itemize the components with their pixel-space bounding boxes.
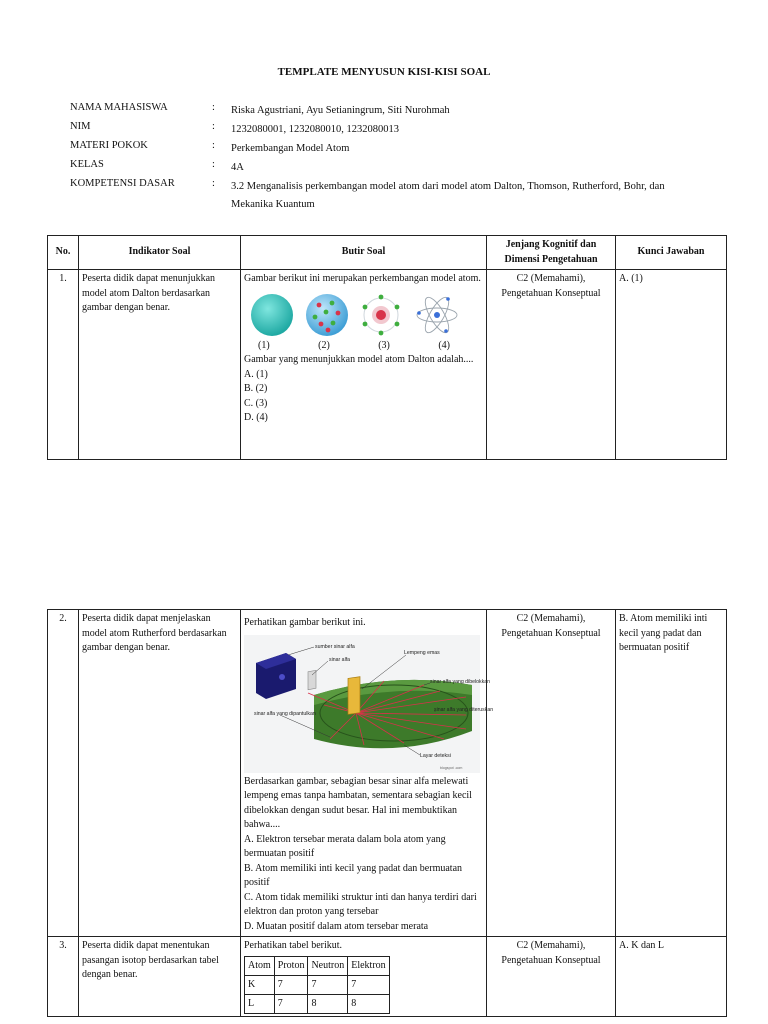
option-c: C. (3) [244, 397, 268, 409]
identity-colon: : [212, 140, 215, 151]
question-stem: Perhatikan gambar berikut ini. [244, 617, 366, 628]
isotope-header: Neutron [308, 956, 348, 975]
option-c: C. Atom tidak memiliki struktur inti dan hanya terdiri dari elektron dan proton yang tersebar [244, 891, 477, 917]
atom-label: (3) [378, 339, 390, 351]
identity-colon: : [212, 102, 215, 113]
identity-label: NIM [70, 121, 91, 132]
option-b: B. (2) [244, 383, 268, 394]
row-kunci: A. (1) [616, 270, 727, 460]
identity-label: KOMPETENSI DASAR [70, 178, 175, 189]
header-indikator: Indikator Soal [79, 236, 241, 270]
header-no: No. [48, 236, 79, 270]
rutherford-experiment-image [244, 635, 494, 773]
atom-labels [258, 339, 450, 354]
isotope-cell: 8 [308, 994, 348, 1013]
isotope-cell: 8 [348, 994, 389, 1013]
isotope-cell: 7 [274, 975, 308, 994]
isotope-cell: K [245, 975, 275, 994]
isotope-cell: 7 [348, 975, 389, 994]
identity-colon: : [212, 178, 215, 189]
row-kunci: B. Atom memiliki inti kecil yang padat dan bermuatan positif [616, 610, 727, 937]
identity-label: MATERI POKOK [70, 140, 148, 151]
isotope-header: Atom [245, 956, 275, 975]
table-header-row [48, 236, 727, 270]
row-butir [241, 270, 487, 460]
figure-label: sinar alfa yang dipantulkan [254, 710, 316, 717]
figure-label: sinar alfa yang diteruskan [434, 706, 494, 713]
dalton-model-icon [250, 293, 294, 337]
question-text: Berdasarkan gambar, sebagian besar sinar alfa melewati lempeng emas tanpa hambatan, sementara sebagian kecil dibelokkan dengan sudut besar. Hal ini membuktikan bahwa.... [244, 775, 472, 830]
row-butir [241, 937, 487, 1017]
identity-value: Riska Agustriani, Ayu Setianingrum, Siti Nurohmah [231, 105, 450, 116]
identity-colon: : [212, 159, 215, 170]
header-butir: Butir Soal [241, 236, 487, 270]
isotope-cell: 7 [308, 975, 348, 994]
row-indikator: Peserta didik dapat menentukan pasangan isotop berdasarkan tabel dengan benar. [79, 937, 241, 1017]
header-jenjang: Jenjang Kognitif dan Dimensi Pengetahuan [487, 236, 616, 270]
option-a: A. Elektron tersebar merata dalam bola atom yang bermuatan positif [244, 833, 446, 859]
isotope-header: Elektron [348, 956, 389, 975]
row-indikator: Peserta didik dapat menjelaskan model atom Rutherford berdasarkan gambar dengan benar. [79, 610, 241, 937]
identity-value: 1232080001, 1232080010, 1232080013 [231, 124, 399, 135]
identity-label: NAMA MAHASISWA [70, 102, 168, 113]
quantum-model-icon [414, 293, 460, 337]
table-row [48, 610, 727, 937]
figure-label: blogspot .com [440, 765, 463, 770]
isotope-row [245, 994, 390, 1013]
figure-label: sinar alfa yang dibelokkan [430, 678, 490, 685]
question-stem: Perhatikan tabel berikut. [244, 940, 343, 951]
isotope-header-row [245, 956, 390, 975]
kisi-kisi-table-continued [47, 609, 727, 1017]
figure-label: sumber sinar alfa [315, 643, 355, 650]
identity-label: KELAS [70, 159, 104, 170]
row-jenjang: C2 (Memahami), Pengetahuan Konseptual [487, 937, 616, 1017]
isotope-header: Proton [274, 956, 308, 975]
row-number: 2. [48, 610, 79, 937]
atom-label: (1) [258, 339, 270, 351]
isotope-table [244, 956, 390, 1014]
atom-label: (2) [318, 339, 330, 351]
isotope-cell: 7 [274, 994, 308, 1013]
page-title: TEMPLATE MENYUSUN KISI-KISI SOAL [277, 66, 491, 78]
question-stem: Gambar berikut ini merupakan perkembangan model atom. [244, 273, 481, 284]
option-d: D. Muatan positif dalam atom tersebar merata [244, 920, 429, 932]
table-row [48, 937, 727, 1017]
isotope-row [245, 975, 390, 994]
identity-colon: : [212, 121, 215, 132]
option-a: A. (1) [244, 368, 268, 380]
isotope-cell: L [245, 994, 275, 1013]
option-d: D. (4) [244, 412, 268, 423]
identity-value: 4A [231, 162, 244, 173]
row-jenjang: C2 (Memahami), Pengetahuan Konseptual [487, 270, 616, 460]
atom-label: (4) [438, 339, 450, 351]
figure-label: Lempeng emas [404, 649, 440, 656]
thomson-model-icon [305, 293, 349, 337]
identity-value: Perkembangan Model Atom [231, 143, 350, 154]
row-indikator: Peserta didik dapat menunjukkan model atom Dalton berdasarkan gambar dengan benar. [79, 270, 241, 460]
header-kunci: Kunci Jawaban [616, 236, 727, 270]
option-b: B. Atom memiliki inti kecil yang padat dan bermuatan positif [244, 862, 463, 888]
row-kunci: A. K dan L [616, 937, 727, 1017]
figure-label: sinar alfa [329, 656, 351, 663]
identity-value: 3.2 Menganalisis perkembangan model atom dari model atom Dalton, Thomson, Rutherford, Bohr, dan Mekanika Kuantum [231, 181, 665, 210]
row-number: 1. [48, 270, 79, 460]
row-jenjang: C2 (Memahami), Pengetahuan Konseptual [487, 610, 616, 937]
figure-label: Layar deteksi [420, 752, 451, 759]
row-number: 3. [48, 937, 79, 1017]
rutherford-model-icon [359, 293, 403, 337]
row-butir [241, 610, 494, 937]
table-row [48, 270, 727, 460]
kisi-kisi-table [47, 235, 727, 460]
atom-models-image [250, 293, 460, 337]
question-text: Gambar yang menunjukkan model atom Dalton adalah.... [244, 354, 474, 365]
